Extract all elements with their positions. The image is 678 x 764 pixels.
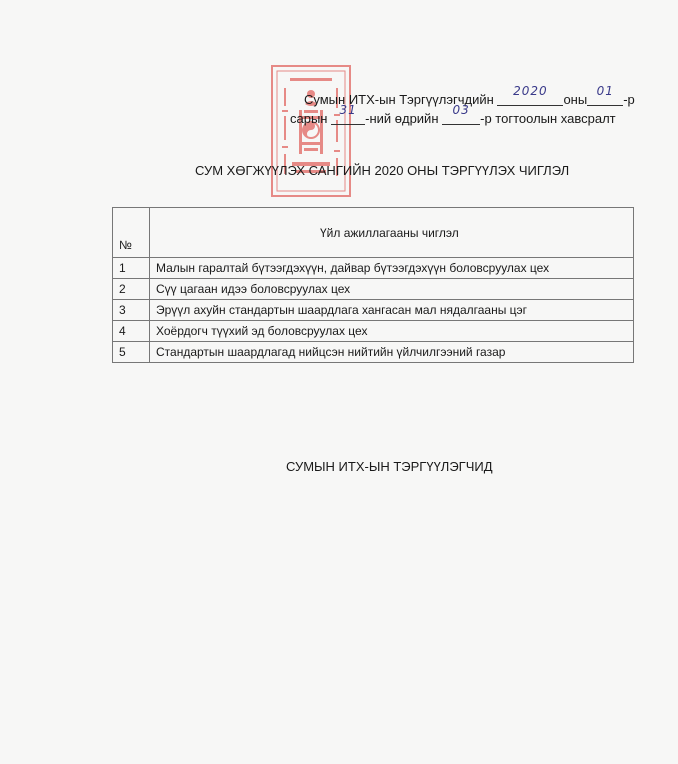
table-header-row (113, 208, 634, 258)
handwritten-day: 31 (339, 103, 357, 117)
row-number: 3 (113, 300, 150, 321)
row-number: 1 (113, 258, 150, 279)
priority-directions-table (112, 207, 634, 363)
row-text: Сүү цагаан идээ боловсруулах цех (150, 279, 634, 300)
column-header-activity: Үйл ажиллагааны чиглэл (150, 208, 634, 258)
column-header-number: № (113, 208, 150, 258)
row-text: Эрүүл ахуйн стандартын шаардлага хангасан мал нядалгааны цэг (150, 300, 634, 321)
table-row (113, 321, 634, 342)
header-odriin: -ний өдрийн (365, 111, 439, 126)
handwritten-month: 01 (596, 84, 614, 98)
signatory-line: СУМЫН ИТХ-ЫН ТЭРГҮҮЛЭГЧИД (286, 459, 493, 474)
row-number: 5 (113, 342, 150, 363)
table-row (113, 342, 634, 363)
table-row (113, 279, 634, 300)
year-blank (497, 84, 563, 106)
row-text: Стандартын шаардлагад нийцсэн нийтийн үйлчилгээний газар (150, 342, 634, 363)
header-annex-label: -р тогтоолын хавсралт (480, 111, 616, 126)
header-suffix-r: -р (623, 92, 635, 107)
row-number: 2 (113, 279, 150, 300)
table-row (113, 300, 634, 321)
header-saryn: сарын (290, 111, 328, 126)
row-text: Хоёрдогч түүхий эд боловсруулах цех (150, 321, 634, 342)
table-row (113, 258, 634, 279)
row-number: 4 (113, 321, 150, 342)
header-prefix: Сумын ИТХ-ын Тэргүүлэгчдийн (304, 92, 494, 107)
handwritten-resolution-number: 03 (452, 103, 470, 117)
month-blank (587, 84, 623, 106)
red-seal-stamp (268, 58, 354, 200)
annex-header-line-2 (290, 103, 616, 126)
resolution-number-blank (442, 103, 480, 125)
header-oni: оны (563, 92, 588, 107)
day-blank (331, 103, 365, 125)
row-text: Малын гаралтай бүтээгдэхүүн, дайвар бүтээгдэхүүн боловсруулах цех (150, 258, 634, 279)
handwritten-year: 2020 (513, 84, 548, 98)
document-title: СУМ ХӨГЖҮҮЛЭХ САНГИЙН 2020 ОНЫ ТЭРГҮҮЛЭХ ЧИГЛЭЛ (195, 163, 570, 178)
